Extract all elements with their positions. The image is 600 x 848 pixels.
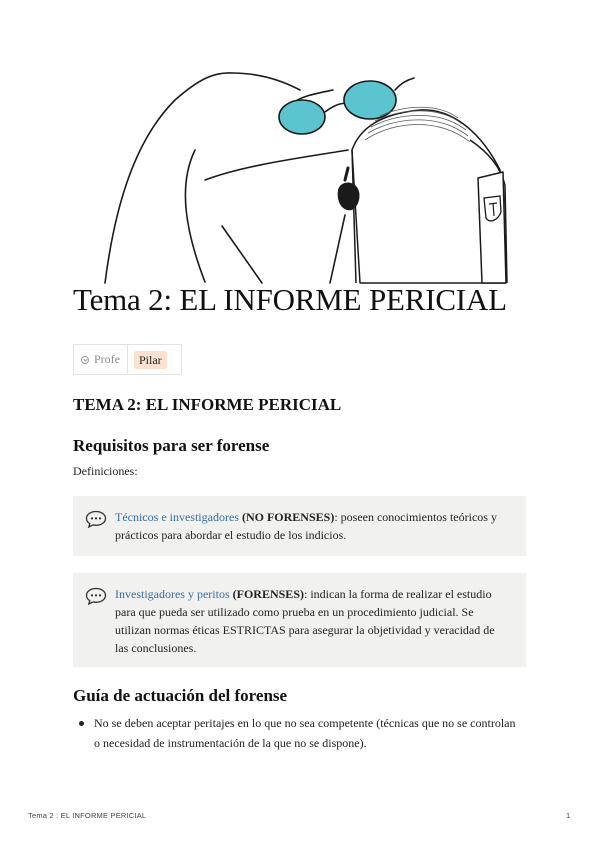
document-title: Tema 2: EL INFORME PERICIAL xyxy=(73,282,507,317)
callout-line: las conclusiones. xyxy=(115,641,197,655)
callout-line xyxy=(115,585,508,603)
list-item-line: o necesidad de instrumentación de la que no se dispone). xyxy=(94,736,367,750)
guide-bullet-list xyxy=(73,713,533,753)
callout-forenses xyxy=(73,573,526,667)
property-key-label: Profe xyxy=(94,352,120,366)
callout-line xyxy=(115,508,508,526)
main-heading: TEMA 2: EL INFORME PERICIAL xyxy=(73,395,342,414)
footer-title: Tema 2 : EL INFORME PERICIAL xyxy=(28,811,147,820)
page-number: 1 xyxy=(566,811,571,820)
callout-term-link[interactable]: Técnicos e investigadores xyxy=(115,510,239,524)
definitions-intro: Definiciones: xyxy=(73,464,138,478)
cover-illustration xyxy=(0,0,600,285)
callout-line: utilizan normas éticas ESTRICTAS para asegurar la objetividad y veracidad de xyxy=(115,623,495,637)
callout-text: : poseen conocimientos teóricos y xyxy=(334,510,497,524)
callout-text: : indican la forma de realizar el estudio xyxy=(303,587,492,601)
list-item xyxy=(73,713,533,753)
callout-no-forenses xyxy=(73,496,526,556)
property-key xyxy=(74,345,128,374)
property-value-cell xyxy=(128,351,173,369)
chevron-circle-icon xyxy=(81,356,89,364)
callout-term-link[interactable]: Investigadores y peritos xyxy=(115,587,230,601)
property-value-tag: Pilar xyxy=(134,351,167,369)
callout-line: para que pueda ser utilizado como prueba en un procedimiento judicial. Se xyxy=(115,605,474,619)
list-item-line: No se deben aceptar peritajes en lo que no sea competente (técnicas que no se controlan xyxy=(94,716,516,730)
section-heading-guia: Guía de actuación del forense xyxy=(73,686,288,705)
callout-line: prácticos para abordar el estudio de los indicios. xyxy=(115,528,347,542)
speech-bubble-icon xyxy=(85,587,107,605)
speech-bubble-icon xyxy=(85,510,107,528)
callout-bold: (NO FORENSES) xyxy=(241,510,335,524)
callout-bold: (FORENSES) xyxy=(232,587,304,601)
property-row xyxy=(73,344,182,375)
section-heading-requisitos: Requisitos para ser forense xyxy=(73,436,270,455)
